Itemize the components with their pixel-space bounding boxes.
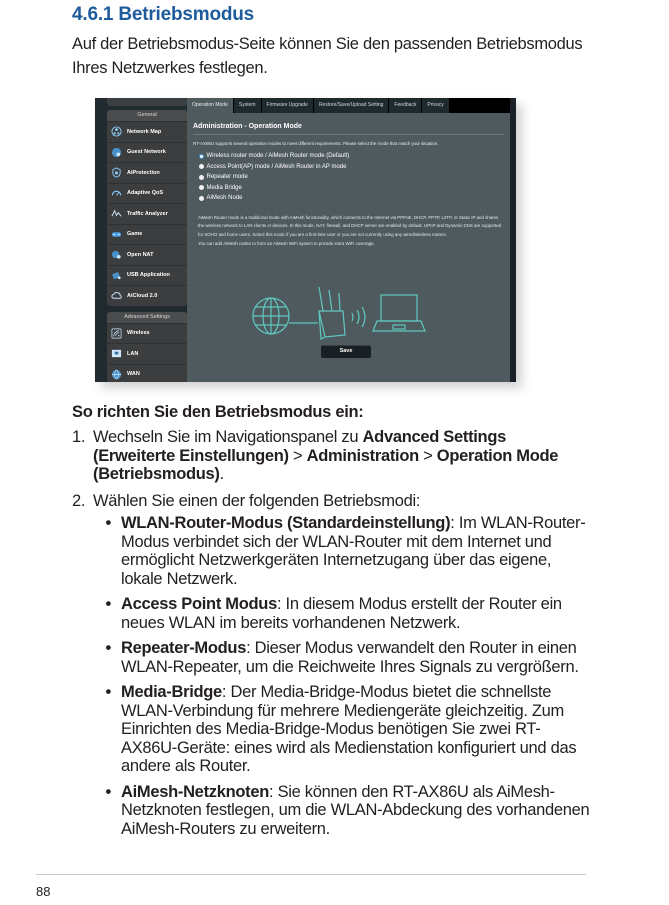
- sidebar-item-label: Network Map: [127, 128, 162, 135]
- usb-application-icon: [111, 270, 122, 281]
- operation-mode-label: Wireless router mode / AiMesh Router mode (Default): [206, 153, 350, 159]
- tab-operation-mode[interactable]: Operation Mode: [187, 98, 234, 113]
- sidebar-item-label: LAN: [127, 350, 139, 357]
- sidebar-item-label: Open NAT: [127, 251, 154, 258]
- sidebar-item-label: Traffic Analyzer: [127, 210, 168, 217]
- mode-bullet-item: [93, 595, 592, 632]
- operation-mode-radio-group: [187, 146, 510, 204]
- main-panel: [187, 98, 510, 382]
- operation-mode-label: Media Bridge: [206, 184, 242, 191]
- step-text-bold: Administration: [306, 446, 419, 465]
- lan-icon: [111, 348, 122, 359]
- wireless-icon: [111, 328, 122, 339]
- router-icon: [319, 287, 345, 339]
- bullet-text: [121, 595, 592, 632]
- radio-button[interactable]: [199, 164, 204, 169]
- mode-bullet-item: [93, 783, 592, 839]
- bullet-text: [121, 514, 592, 588]
- operation-mode-label: Repeater mode: [206, 174, 248, 180]
- mode-term: Media-Bridge: [121, 683, 222, 701]
- step-text-plain: Wechseln Sie im Navigationspanel zu: [93, 428, 363, 446]
- network-map-icon: [111, 126, 122, 137]
- tab-restore-save-upload-setting[interactable]: Restore/Save/Upload Setting: [314, 98, 389, 113]
- sidebar-item-wireless[interactable]: [107, 323, 187, 344]
- shield-lock-icon: [111, 167, 122, 178]
- sidebar-item-open-nat[interactable]: [107, 244, 187, 265]
- menu-group-header: Advanced Settings: [107, 312, 187, 323]
- mode-description: [187, 204, 510, 249]
- save-button[interactable]: Save: [321, 345, 371, 358]
- laptop-icon: [373, 295, 425, 331]
- sidebar-item-label: WAN: [127, 371, 140, 378]
- bullet-dot: •: [105, 683, 111, 701]
- sidebar-item-label: Wireless: [127, 330, 150, 337]
- step-text: [93, 492, 592, 846]
- radio-button[interactable]: [199, 175, 204, 180]
- step-number: 1.: [72, 428, 86, 446]
- bullet-dot: •: [105, 514, 111, 532]
- sidebar-item-label: AiCloud 2.0: [127, 292, 158, 299]
- tab-privacy[interactable]: Privacy: [422, 98, 449, 113]
- mode-term: WLAN-Router-Modus (Standardeinstellung): [121, 514, 451, 532]
- sidebar-item-network-map[interactable]: [107, 121, 187, 142]
- instructions-heading: So richten Sie den Betriebsmodus ein:: [72, 403, 364, 421]
- operation-mode-option[interactable]: [199, 162, 510, 173]
- menu-group-header: General: [107, 110, 187, 121]
- tab-firmware-upgrade[interactable]: Firmware Upgrade: [262, 98, 314, 113]
- step-1: [72, 428, 592, 484]
- mode-term: Repeater-Modus: [121, 639, 247, 657]
- step-text-separator: >: [288, 446, 307, 465]
- step-number: 2.: [72, 491, 86, 510]
- radio-button[interactable]: [199, 185, 204, 190]
- right-edge: [510, 98, 516, 382]
- operation-mode-option[interactable]: [199, 193, 510, 204]
- steps-list: [72, 428, 592, 845]
- step-2: [72, 492, 592, 846]
- sidebar-item-aiprotection[interactable]: [107, 162, 187, 183]
- sidebar-item-wan[interactable]: [107, 364, 187, 383]
- operation-mode-option[interactable]: [199, 183, 510, 194]
- footer-divider: [36, 874, 586, 875]
- bullet-dot: •: [105, 639, 111, 657]
- globe-icon: [253, 298, 289, 334]
- gamepad-icon: [111, 229, 122, 240]
- radio-button-selected[interactable]: [199, 154, 204, 159]
- globe-icon: [111, 369, 122, 380]
- step-text: [93, 428, 592, 484]
- mode-description-text: AiMesh Router mode is a traditional mode with AiMesh functionality, which connects to the Internet via PPPoE, DHCP, PPTP, L2TP, or Static IP and shares the wireless network to LAN clients or devices. In this mode, NAT, firewall, and DHCP server are enabled by default. UPnP and Dynamic DNS are supported for SOHO and home users. Select this mode if you are a first-time user or you are not currently using any wired/wireless routers.: [198, 214, 502, 238]
- step-text-bold: Advanced Settings (Erweiterte Einstellungen): [93, 428, 506, 465]
- section-title: 4.6.1 Betriebsmodus: [72, 4, 255, 25]
- sidebar-item-label: Guest Network: [127, 149, 166, 156]
- wifi-signal-icon: [352, 307, 365, 327]
- traffic-analyzer-icon: [111, 208, 122, 219]
- mode-bullet-item: [93, 514, 592, 588]
- router-ui-screenshot: [95, 98, 516, 382]
- operation-mode-option[interactable]: [199, 172, 510, 183]
- tab-feedback[interactable]: Feedback: [389, 98, 422, 113]
- sidebar-item-label: AiProtection: [127, 169, 160, 176]
- sidebar-item-usb-application[interactable]: [107, 265, 187, 286]
- menu-group-advanced: [107, 312, 187, 383]
- tab-system[interactable]: System: [234, 98, 262, 113]
- sidebar-item-label: Game: [127, 231, 143, 238]
- step-text-bold: Operation Mode (Betriebsmodus): [93, 446, 559, 483]
- sidebar-item-lan[interactable]: [107, 343, 187, 364]
- menu-group-general: [107, 110, 187, 306]
- sidebar-item-label: Adaptive QoS: [127, 190, 164, 197]
- operation-mode-option[interactable]: [199, 151, 510, 162]
- mode-description: : Sie können den RT-AX86U als AiMesh-Netzknoten festlegen, um die WLAN-Abdeckung des vorhandenen AiMesh-Routers zu erweitern.: [121, 782, 590, 838]
- mode-description: : Der Media-Bridge-Modus bietet die schnellste WLAN-Verbindung für mehrere Mediengeräte gleichzeitig. Zum Einrichten des Media-Bridge-Modus benötigen Sie zwei RT-AX86U-Geräte: eines wird als Medienstation konfiguriert und das andere als Router.: [121, 683, 577, 775]
- bullet-dot: •: [105, 782, 111, 801]
- intro-paragraph: Auf der Betriebsmodus-Seite können Sie den passenden Betriebsmodus Ihres Netzwerkes festlegen.: [72, 35, 583, 77]
- page-number: 88: [36, 884, 51, 899]
- guest-network-icon: [111, 147, 122, 158]
- step-text-separator: >: [418, 446, 437, 465]
- bullet-text: [121, 783, 592, 839]
- network-illustration: [247, 283, 447, 343]
- mode-description: : Dieser Modus verwandelt den Router in einen WLAN-Repeater, um die Reichweite Ihres Signals zu vergrößern.: [121, 639, 579, 676]
- sidebar-item-traffic-analyzer[interactable]: [107, 203, 187, 224]
- mode-description: : In diesem Modus erstellt der Router ein neues WLAN im bereits vorhandenen Netzwerk.: [121, 595, 562, 632]
- mode-bullet-item: [93, 639, 592, 676]
- sidebar-item-aicloud-2-0[interactable]: [107, 285, 187, 306]
- mode-bullet-list: [93, 514, 592, 838]
- step-text-plain: .: [219, 465, 224, 483]
- sidebar-top-panel: [107, 98, 187, 106]
- mode-bullet-item: [93, 683, 592, 776]
- step-text-plain: Wählen Sie einen der folgenden Betriebsmodi:: [93, 491, 421, 510]
- mode-term: Access Point Modus: [121, 595, 277, 613]
- sidebar-menu: [107, 110, 187, 382]
- mode-description-note: You can add AiMesh nodes to form an AiMesh WiFi system to provide extra WiFi coverage.: [198, 240, 375, 246]
- mode-term: AiMesh-Netzknoten: [121, 782, 269, 801]
- bullet-dot: •: [105, 595, 111, 613]
- bullet-text: [121, 639, 592, 676]
- tab-bar: [187, 98, 510, 113]
- mode-description: : Im WLAN-Router-Modus verbindet sich der WLAN-Router mit dem Internet und ermöglicht Netzwerkgeräten Internetzugang über das eigene, lokale Netzwerk.: [121, 514, 586, 588]
- open-nat-icon: [111, 249, 122, 260]
- speedometer-icon: [111, 188, 122, 199]
- sidebar-item-guest-network[interactable]: [107, 142, 187, 163]
- sidebar-item-adaptive-qos[interactable]: [107, 183, 187, 204]
- bullet-text: [121, 683, 592, 776]
- page-title: Administration - Operation Mode: [193, 123, 302, 130]
- cloud-icon: [111, 290, 122, 301]
- page-description: RT-AX86U supports several operation modes to meet different requirements. Please select the mode that match your situation.: [193, 141, 439, 146]
- radio-button[interactable]: [199, 196, 204, 201]
- operation-mode-label: Access Point(AP) mode / AiMesh Router in AP mode: [206, 163, 347, 170]
- operation-mode-label: AiMesh Node: [206, 195, 243, 201]
- sidebar-item-label: USB Application: [127, 272, 170, 279]
- sidebar-item-game[interactable]: [107, 224, 187, 245]
